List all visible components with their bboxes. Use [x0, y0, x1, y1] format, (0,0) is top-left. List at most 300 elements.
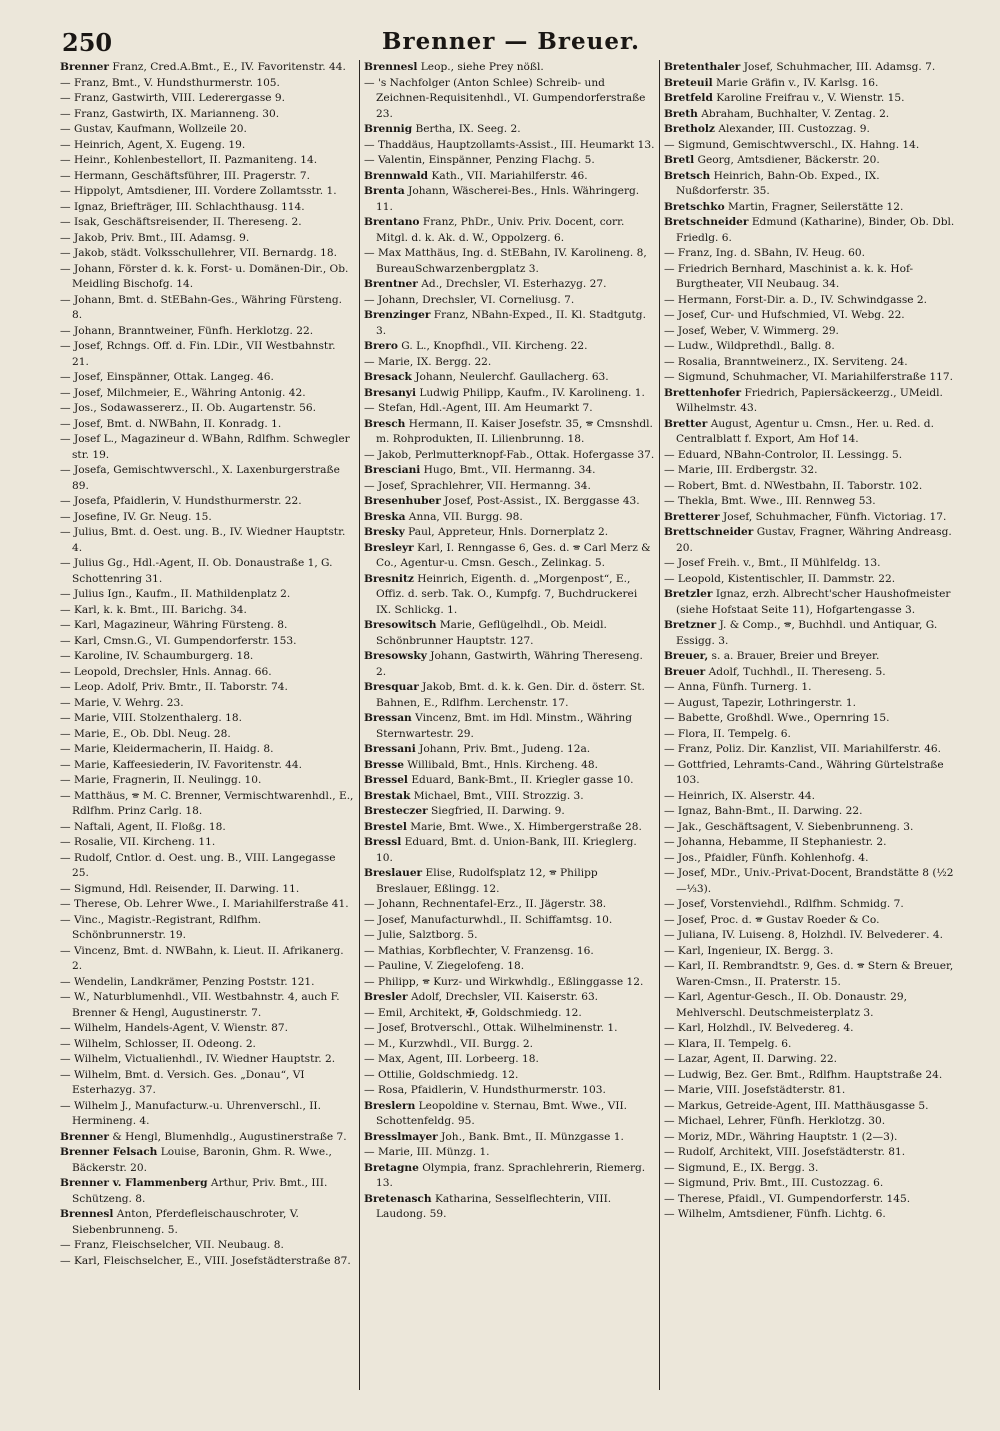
- entry-text: — Leopold, Drechsler, Hnls. Annag. 66.: [60, 665, 272, 678]
- entry-text: Abraham, Buchhalter, V. Zentag. 2.: [697, 107, 890, 120]
- directory-entry: [664, 1130, 956, 1146]
- directory-entry: [60, 789, 355, 820]
- entry-text: Willibald, Bmt., Hnls. Kircheng. 48.: [403, 758, 598, 771]
- entry-surname: Brettschneider: [663, 526, 754, 538]
- entry-surname: Bresquar: [363, 681, 419, 693]
- entry-surname: Brenta: [363, 185, 405, 197]
- entry-text: — Franz, Gastwirth, VIII. Lederergasse 9.: [60, 92, 286, 104]
- entry-surname: Bretterer: [663, 510, 720, 523]
- entry-text: — Johann, Rechnentafel-Erz., II. Jägerstr. 38.: [363, 898, 607, 910]
- directory-entry: [364, 835, 655, 866]
- entry-text: & Hengl, Blumenhdlg., Augustinerstraße 7.: [109, 1130, 347, 1143]
- entry-surname: Brestak: [363, 789, 411, 802]
- entry-surname: Bresse: [363, 758, 404, 771]
- entry-surname: Bretzler: [663, 588, 713, 600]
- directory-entry: [60, 913, 355, 944]
- entry-text: Heinrich, Bahn-Ob. Exped., IX. Nußdorferstr. 35.: [675, 169, 880, 197]
- entry-surname: Breteuil: [663, 76, 713, 89]
- entry-text: — Jakob, Priv. Bmt., III. Adamsg. 9.: [60, 231, 250, 244]
- directory-entry: [664, 711, 956, 727]
- directory-entry: [364, 1083, 655, 1099]
- column-2: [360, 60, 660, 1390]
- directory-entry: [364, 572, 655, 619]
- directory-entry: [664, 866, 956, 897]
- entry-surname: Brentano: [363, 216, 420, 228]
- directory-entry: [60, 370, 355, 386]
- directory-entry: [60, 587, 355, 603]
- entry-text: — Franz, Ing. d. SBahn, IV. Heug. 60.: [663, 247, 865, 259]
- entry-text: — Isak, Geschäftsreisender, II. Thereseng. 2.: [60, 216, 302, 228]
- entry-text: — Friedrich Bernhard, Maschinist a. k. k. Hof-Burgtheater, VII Neubaug. 34.: [663, 262, 914, 290]
- entry-text: Vincenz, Bmt. im Hdl. Minstm., Währing Sternwartestr. 29.: [375, 712, 632, 740]
- directory-entry: [364, 76, 655, 123]
- directory-entry: [60, 851, 355, 882]
- directory-entry: [664, 1161, 956, 1177]
- entry-text: — Wilhelm J., Manufacturw.-u. Uhrenverschl., II. Hermineng. 4.: [60, 1099, 321, 1127]
- directory-entry: [664, 215, 956, 246]
- entry-text: — Leop. Adolf, Priv. Bmtr., II. Taborstr. 74.: [60, 681, 288, 693]
- entry-surname: Brenner Felsach: [60, 1146, 158, 1158]
- entry-surname: Bretzner: [663, 619, 717, 631]
- directory-entry: [60, 324, 355, 340]
- entry-surname: Bretschneider: [663, 216, 749, 228]
- directory-entry: [364, 463, 655, 479]
- entry-text: — Gustav, Kaufmann, Wollzeile 20.: [60, 123, 247, 135]
- entry-text: Arthur, Priv. Bmt., III. Schützeng. 8.: [72, 1177, 328, 1205]
- entry-text: Elise, Rudolfsplatz 12, 🕿 Philipp Breslauer, Eßlingg. 12.: [375, 867, 598, 895]
- entry-text: Leop., siehe Prey nößl.: [417, 61, 544, 73]
- entry-text: — Marie, V. Wehrg. 23.: [60, 696, 184, 709]
- entry-surname: Bretsch: [663, 169, 711, 182]
- directory-entry: [664, 107, 956, 123]
- directory-entry: [664, 138, 956, 154]
- entry-text: Paul, Appreteur, Hnls. Dornerplatz 2.: [404, 526, 609, 538]
- entry-text: — Heinr., Kohlenbestellort, II. Pazmaniteng. 14.: [60, 154, 318, 166]
- directory-entry: [364, 975, 655, 991]
- entry-text: — Vinc., Magistr.-Registrant, Rdlfhm. Schönbrunnerstr. 19.: [60, 913, 262, 941]
- entry-text: — Karl, k. k. Bmt., III. Barichg. 34.: [60, 603, 247, 616]
- entry-text: Gustav, Fragner, Währing Andreasg. 20.: [675, 526, 952, 554]
- entry-text: — Jos., Pfaidler, Fünfh. Kohlenhofg. 4.: [663, 851, 869, 864]
- directory-entry: [664, 990, 956, 1021]
- directory-entry: [60, 882, 355, 898]
- entry-surname: Bresowitsch: [363, 619, 437, 631]
- directory-entry: [664, 1099, 956, 1115]
- directory-entry: [60, 401, 355, 417]
- directory-entry: [664, 76, 956, 92]
- entry-text: — Josef, Einspänner, Ottak. Langeg. 46.: [60, 371, 274, 383]
- entry-text: J. & Comp., 🕿, Buchhdl. und Antiquar, G. Essigg. 3.: [675, 619, 938, 647]
- directory-entry: [60, 975, 355, 991]
- entry-surname: Breslauer: [363, 867, 423, 879]
- entry-text: — Stefan, Hdl.-Agent, III. Am Heumarkt 7.: [363, 402, 593, 414]
- directory-entry: [364, 293, 655, 309]
- directory-entry: [60, 107, 355, 123]
- directory-entry: [364, 944, 655, 960]
- entry-text: — W., Naturblumenhdl., VII. Westbahnstr. 4, auch F. Brenner & Hengl, Augustinerstr. 7.: [60, 991, 340, 1019]
- directory-entry: [60, 1037, 355, 1053]
- entry-surname: Bressan: [363, 712, 412, 724]
- entry-text: — Markus, Getreide-Agent, III. Matthäusgasse 5.: [663, 1099, 929, 1112]
- entry-text: — Juliana, IV. Luiseng. 8, Holzhdl. IV. Belvederег. 4.: [663, 929, 943, 941]
- entry-text: Friedrich, Papiersäckeerzg., UMeidl. Wilhelmstr. 43.: [675, 386, 943, 414]
- entry-text: — Marie, Kleidermacherin, II. Haidg. 8.: [60, 743, 274, 755]
- entry-text: — Josef, Rchngs. Off. d. Fin. LDir., VII Westbahnstr. 21.: [60, 340, 336, 368]
- page-title: Brenner — Breuer.: [382, 28, 640, 55]
- entry-text: — Karl, Cmsn.G., VI. Gumpendorferstr. 153.: [60, 634, 297, 647]
- entry-surname: Bresslmayer: [363, 1130, 438, 1143]
- directory-entry: [60, 944, 355, 975]
- directory-entry: [664, 370, 956, 386]
- directory-entry: [664, 649, 956, 665]
- directory-entry: [364, 1068, 655, 1084]
- directory-entry: [664, 91, 956, 107]
- directory-entry: [60, 246, 355, 262]
- entry-text: — Sigmund, E., IX. Bergg. 3.: [663, 1161, 819, 1174]
- entry-text: Adolf, Tuchhdl., II. Thereseng. 5.: [705, 665, 886, 678]
- directory-entry: [60, 463, 355, 494]
- directory-entry: [364, 494, 655, 510]
- entry-text: — Johann, Bmt. d. StEBahn-Ges., Währing Fürsteng. 8.: [60, 293, 342, 321]
- entry-text: — Marie, III. Erdbergstr. 32.: [663, 464, 818, 476]
- entry-surname: Bretholz: [663, 123, 715, 135]
- entry-text: — Eduard, NBahn-Controlor, II. Lessingg. 5.: [663, 448, 903, 461]
- entry-surname: Bresanyi: [363, 386, 416, 399]
- entry-surname: Bretfeld: [663, 92, 713, 104]
- entry-text: — Franz, Bmt., V. Hundsthurmerstr. 105.: [60, 76, 280, 89]
- directory-entry: [664, 680, 956, 696]
- directory-entry: [664, 913, 956, 929]
- entry-text: — Karl, Holzhdl., IV. Belvedereg. 4.: [663, 1022, 854, 1034]
- entry-text: — Rosa, Pfaidlerin, V. Hundsthurmerstr. 103.: [363, 1084, 606, 1096]
- directory-entry: [664, 1052, 956, 1068]
- directory-entry: [664, 556, 956, 572]
- directory-entry: [60, 1052, 355, 1068]
- entry-text: Kath., VII. Mariahilferstr. 46.: [428, 169, 588, 182]
- entry-text: Jakob, Bmt. d. k. k. Gen. Dir. d. österr. St. Bahnen, E., Rdlfhm. Lerchenstr. 17.: [375, 681, 645, 709]
- directory-entry: [664, 742, 956, 758]
- entry-text: — Josef, Brotverschl., Ottak. Wilhelminenstr. 1.: [363, 1022, 618, 1034]
- entry-text: Anton, Pferdefleischauschroter, V. Siebenbrunneng. 5.: [72, 1208, 299, 1236]
- entry-text: — Sigmund, Priv. Bmt., III. Custozzag. 6.: [663, 1177, 884, 1189]
- entry-text: — Karl, Magazineur, Währing Fürsteng. 8.: [60, 619, 288, 631]
- directory-entry: [364, 339, 655, 355]
- directory-entry: [364, 541, 655, 572]
- entry-text: — Jos., Sodawassererz., II. Ob. Augartenstr. 56.: [60, 402, 316, 414]
- directory-entry: [664, 510, 956, 526]
- entry-text: — Thekla, Bmt. Wwe., III. Rennweg 53.: [663, 495, 876, 507]
- directory-entry: [60, 1254, 355, 1270]
- directory-entry: [664, 804, 956, 820]
- directory-entry: [60, 665, 355, 681]
- directory-entry: [60, 1021, 355, 1037]
- directory-entry: [364, 742, 655, 758]
- entry-text: — Ignaz, Briefträger, III. Schlachthausg. 114.: [60, 200, 305, 213]
- entry-surname: Breslern: [363, 1099, 416, 1112]
- directory-entry: [664, 262, 956, 293]
- entry-text: — Josef, Sprachlehrer, VII. Hermanng. 34.: [363, 479, 591, 492]
- entry-text: Ad., Drechsler, VI. Esterhazyg. 27.: [417, 278, 607, 290]
- directory-entry: [60, 91, 355, 107]
- entry-text: Franz, Cred.A.Bmt., E., IV. Favoritenstr. 44.: [109, 61, 346, 73]
- entry-text: — Josef, Bmt. d. NWBahn, II. Konradg. 1.: [60, 417, 282, 430]
- directory-entry: [60, 603, 355, 619]
- entry-text: — Sigmund, Hdl. Reisender, II. Darwing. 11.: [60, 882, 300, 895]
- entry-text: — Wilhelm, Handels-Agent, V. Wienstr. 87.: [60, 1022, 288, 1034]
- directory-entry: [664, 169, 956, 200]
- entry-surname: Bresteczer: [363, 805, 428, 817]
- entry-text: — Anna, Fünfh. Turnerg. 1.: [663, 681, 812, 693]
- entry-surname: Bressl: [363, 836, 402, 848]
- directory-entry: [664, 587, 956, 618]
- entry-surname: Bresciani: [363, 464, 421, 476]
- entry-text: Johann, Gastwirth, Währing Thereseng. 2.: [375, 650, 643, 678]
- entry-text: — Ludwig, Bez. Ger. Bmt., Rdlfhm. Hauptstraße 24.: [663, 1068, 943, 1081]
- directory-entry: [364, 866, 655, 897]
- directory-entry: [664, 727, 956, 743]
- directory-entry: [60, 1068, 355, 1099]
- entry-surname: Bresowsky: [363, 650, 427, 662]
- directory-entry: [664, 246, 956, 262]
- entry-text: Heinrich, Eigenth. d. „Morgenpost“, E., Offiz. d. serb. Tak. O., Kumpfg. 7, Buchdruckerei IX. Schlickg. 1.: [375, 572, 638, 616]
- entry-text: — Leopold, Kistentischler, II. Dammstr. 22.: [663, 572, 896, 585]
- directory-entry: [664, 448, 956, 464]
- entry-surname: Brettenhofer: [663, 386, 742, 399]
- directory-entry: [364, 990, 655, 1006]
- directory-entry: [60, 169, 355, 185]
- directory-entry: [664, 200, 956, 216]
- directory-entry: [60, 262, 355, 293]
- directory-entry: [364, 928, 655, 944]
- directory-entry: [364, 525, 655, 541]
- directory-entry: [60, 339, 355, 370]
- entry-text: Josef, Schuhmacher, Fünfh. Victoriag. 17.: [719, 510, 947, 523]
- directory-entry: [60, 153, 355, 169]
- entry-surname: Brennesl: [60, 1208, 114, 1220]
- directory-entry: [60, 1130, 355, 1146]
- directory-entry: [364, 649, 655, 680]
- entry-text: — Thaddäus, Hauptzollamts-Assist., III. Heumarkt 13.: [363, 138, 655, 151]
- entry-surname: Breth: [663, 107, 698, 120]
- directory-entry: [664, 60, 956, 76]
- directory-entry: [60, 231, 355, 247]
- directory-entry: [364, 355, 655, 371]
- entry-text: — Max, Agent, III. Lorbeerg. 18.: [363, 1053, 539, 1065]
- directory-entry: [60, 634, 355, 650]
- directory-entry: [664, 417, 956, 448]
- entry-text: — Sigmund, Schuhmacher, VI. Mariahilferstraße 117.: [663, 371, 953, 383]
- entry-text: — Rudolf, Cntlor. d. Oest. ung. B., VIII. Langegasse 25.: [60, 851, 336, 879]
- entry-text: Adolf, Drechsler, VII. Kaiserstr. 63.: [407, 991, 599, 1003]
- entry-text: Johann, Wäscherei-Bes., Hnls. Währingerg. 11.: [375, 185, 640, 213]
- entry-text: Johann, Priv. Bmt., Judeng. 12a.: [415, 743, 591, 755]
- entry-text: — Vincenz, Bmt. d. NWBahn, k. Lieut. II. Afrikanerg. 2.: [60, 944, 344, 972]
- directory-entry: [664, 122, 956, 138]
- entry-text: — Heinrich, Agent, X. Eugeng. 19.: [60, 138, 246, 151]
- entry-text: Marie, Bmt. Wwe., X. Himbergerstraße 28.: [406, 820, 642, 833]
- entry-text: Josef, Post-Assist., IX. Berggasse 43.: [440, 495, 640, 507]
- entry-text: Anna, VII. Burgg. 98.: [405, 510, 523, 523]
- directory-entry: [664, 1207, 956, 1223]
- directory-entry: [664, 1145, 956, 1161]
- directory-entry: [664, 339, 956, 355]
- entry-text: Hugo, Bmt., VII. Hermanng. 34.: [420, 464, 596, 476]
- entry-text: — Philipp, 🕿 Kurz- und Wirkwhdlg., Eßlinggasse 12.: [363, 975, 644, 988]
- entry-text: Michael, Bmt., VIII. Strozzig. 3.: [410, 789, 584, 802]
- entry-surname: Bresenhuber: [363, 495, 441, 507]
- entry-surname: Brennwald: [363, 169, 429, 182]
- directory-entry: [60, 432, 355, 463]
- entry-text: — Valentin, Einspänner, Penzing Flachg. 5.: [363, 154, 595, 166]
- entry-text: — Julius Ign., Kaufm., II. Mathildenplatz 2.: [60, 588, 291, 600]
- entry-text: August, Agentur u. Cmsn., Her. u. Red. d. Centralblatt f. Export, Am Hof 14.: [675, 417, 934, 445]
- directory-entry: [664, 355, 956, 371]
- entry-text: — Karl, Ingenieur, IX. Bergg. 3.: [663, 944, 834, 957]
- entry-text: — Wilhelm, Victualienhdl., IV. Wiedner Hauptstr. 2.: [60, 1053, 336, 1065]
- entry-text: — Johanna, Hebamme, II Stephaniestr. 2.: [663, 836, 887, 848]
- directory-entry: [364, 138, 655, 154]
- directory-entry: [60, 386, 355, 402]
- entry-text: Franz, PhDr., Univ. Priv. Docent, corr. Mitgl. d. k. Ak. d. W., Oppolzerg. 6.: [375, 216, 625, 244]
- directory-entry: [364, 711, 655, 742]
- directory-entry: [364, 448, 655, 464]
- directory-entry: [60, 1099, 355, 1130]
- entry-text: Hermann, II. Kaiser Josefstr. 35, 🕿 Cmsnshdl. m. Rohprodukten, II. Lilienbrunng. 18.: [375, 417, 653, 445]
- directory-entry: [664, 525, 956, 556]
- entry-text: — Josef, Vorstenviehdl., Rdlfhm. Schmidg. 7.: [663, 898, 904, 910]
- directory-entry: [664, 789, 956, 805]
- entry-text: — Naftali, Agent, II. Floßg. 18.: [60, 820, 226, 833]
- directory-entry: [60, 1145, 355, 1176]
- entry-text: Josef, Schuhmacher, III. Adamsg. 7.: [740, 61, 936, 73]
- entry-text: — Jak., Geschäftsagent, V. Siebenbrunneng. 3.: [663, 820, 914, 833]
- entry-surname: Bretl: [663, 154, 695, 166]
- entry-columns: [60, 60, 960, 1390]
- directory-entry: [664, 897, 956, 913]
- entry-text: — Josef, Manufacturwhdl., II. Schiffamtsg. 10.: [363, 913, 613, 926]
- directory-entry: [364, 1006, 655, 1022]
- directory-entry: [364, 386, 655, 402]
- entry-text: — Michael, Lehrer, Fünfh. Herklotzg. 30.: [663, 1115, 886, 1127]
- entry-text: — Josef, Weber, V. Wimmerg. 29.: [663, 324, 839, 337]
- directory-entry: [664, 1176, 956, 1192]
- entry-text: — Karl, Fleischselcher, E., VIII. Josefstädterstraße 87.: [60, 1254, 351, 1267]
- entry-surname: Bresnitz: [363, 572, 414, 585]
- directory-entry: [364, 789, 655, 805]
- directory-entry: [364, 1130, 655, 1146]
- directory-entry: [664, 758, 956, 789]
- entry-text: — Marie, Kaffeesiederin, IV. Favoritenstr. 44.: [60, 758, 303, 771]
- entry-text: — Josef Freih. v., Bmt., II Mühlfeldg. 13.: [663, 557, 881, 569]
- directory-entry: [364, 1052, 655, 1068]
- directory-entry: [60, 184, 355, 200]
- directory-entry: [60, 510, 355, 526]
- entry-text: — Klara, II. Tempelg. 6.: [663, 1037, 792, 1050]
- directory-entry: [364, 308, 655, 339]
- directory-entry: [664, 1114, 956, 1130]
- entry-text: Olympia, franz. Sprachlehrerin, Riemerg. 13.: [375, 1161, 646, 1189]
- entry-text: — Therese, Pfaidl., VI. Gumpendorferstr. 145.: [663, 1192, 911, 1205]
- directory-entry: [364, 913, 655, 929]
- entry-surname: Brestel: [363, 820, 407, 833]
- entry-text: Eduard, Bmt. d. Union-Bank, III. Krieglerg. 10.: [375, 836, 637, 864]
- directory-entry: [364, 246, 655, 277]
- entry-text: — Flora, II. Tempelg. 6.: [663, 727, 791, 740]
- entry-text: — Pauline, V. Ziegelofeng. 18.: [363, 960, 525, 972]
- entry-text: s. a. Brauer, Breier und Breyer.: [708, 650, 880, 662]
- column-3: [660, 60, 960, 1390]
- entry-text: Marie, Geflügelhdl., Ob. Meidl. Schönbrunner Hauptstr. 127.: [375, 619, 607, 647]
- entry-surname: Bretenasch: [363, 1192, 432, 1205]
- entry-surname: Breuer: [663, 665, 706, 678]
- entry-text: Louise, Baronin, Ghm. R. Wwe., Bäckerstr. 20.: [72, 1146, 332, 1174]
- entry-text: — Sigmund, Gemischtwverschl., IX. Hahng. 14.: [663, 138, 920, 151]
- directory-entry: [364, 680, 655, 711]
- directory-entry: [60, 727, 355, 743]
- entry-text: — Jakob, städt. Volksschullehrer, VII. Bernardg. 18.: [60, 247, 337, 259]
- directory-entry: [664, 851, 956, 867]
- entry-text: — Hippolyt, Amtsdiener, III. Vordere Zollamtsstr. 1.: [60, 185, 337, 197]
- entry-surname: Brenner: [60, 1130, 110, 1143]
- directory-entry: [60, 200, 355, 216]
- directory-entry: [60, 742, 355, 758]
- directory-entry: [364, 277, 655, 293]
- directory-entry: [60, 990, 355, 1021]
- page-number: 250: [62, 28, 113, 57]
- entry-text: Edmund (Katharine), Binder, Ob. Dbl. Friedlg. 6.: [675, 216, 955, 244]
- directory-entry: [664, 1083, 956, 1099]
- entry-text: Ludwig Philipp, Kaufm., IV. Karolineng. 1.: [415, 386, 645, 399]
- directory-entry: [364, 153, 655, 169]
- entry-text: — Franz, Poliz. Dir. Kanzlist, VII. Mariahilferstr. 46.: [663, 743, 942, 755]
- entry-surname: Bresack: [363, 371, 412, 383]
- entry-text: Franz, NBahn-Exped., II. Kl. Stadtgutg. 3.: [375, 309, 646, 337]
- directory-entry: [60, 835, 355, 851]
- entry-text: — Franz, Fleischselcher, VII. Neubaug. 8.: [60, 1239, 284, 1251]
- directory-entry: [364, 1145, 655, 1161]
- directory-entry: [60, 76, 355, 92]
- directory-entry: [60, 1238, 355, 1254]
- directory-entry: [60, 138, 355, 154]
- entry-text: — Marie, VIII. Stolzenthalerg. 18.: [60, 712, 242, 724]
- directory-entry: [664, 308, 956, 324]
- directory-entry: [664, 572, 956, 588]
- entry-text: — Karl, Agentur-Gesch., II. Ob. Donaustr. 29, Mehlverschl. Deutschmeisterplatz 3.: [663, 991, 907, 1019]
- entry-surname: Brenzinger: [363, 309, 431, 321]
- entry-text: — Julie, Salztborg. 5.: [363, 929, 478, 941]
- directory-entry: [664, 293, 956, 309]
- entry-text: — Marie, III. Münzg. 1.: [363, 1146, 490, 1158]
- directory-entry: [60, 1207, 355, 1238]
- entry-text: — Max Matthäus, Ing. d. StEBahn, IV. Karolineng. 8, BureauSchwarzenbergplatz 3.: [363, 247, 647, 275]
- directory-entry: [364, 1099, 655, 1130]
- entry-text: — Karoline, IV. Schaumburgerg. 18.: [60, 650, 254, 662]
- directory-entry: [60, 773, 355, 789]
- entry-text: — Wilhelm, Amtsdiener, Fünfh. Lichtg. 6.: [663, 1208, 886, 1220]
- entry-surname: Bretter: [663, 417, 708, 430]
- page-header: [62, 28, 960, 58]
- entry-text: Martin, Fragner, Seilerstätte 12.: [724, 200, 904, 213]
- entry-surname: Brennesl: [363, 61, 418, 73]
- directory-entry: [60, 494, 355, 510]
- directory-entry: [60, 758, 355, 774]
- entry-text: — Emil, Architekt, ✠, Goldschmiedg. 12.: [363, 1006, 582, 1019]
- entry-text: Bertha, IX. Seeg. 2.: [412, 123, 521, 135]
- entry-text: — Babette, Großhdl. Wwe., Opernring 15.: [663, 712, 890, 724]
- entry-text: — Julius, Bmt. d. Oest. ung. B., IV. Wiedner Hauptstr. 4.: [60, 526, 346, 554]
- entry-text: — Therese, Ob. Lehrer Wwe., I. Mariahilferstraße 41.: [60, 898, 349, 910]
- directory-entry: [60, 525, 355, 556]
